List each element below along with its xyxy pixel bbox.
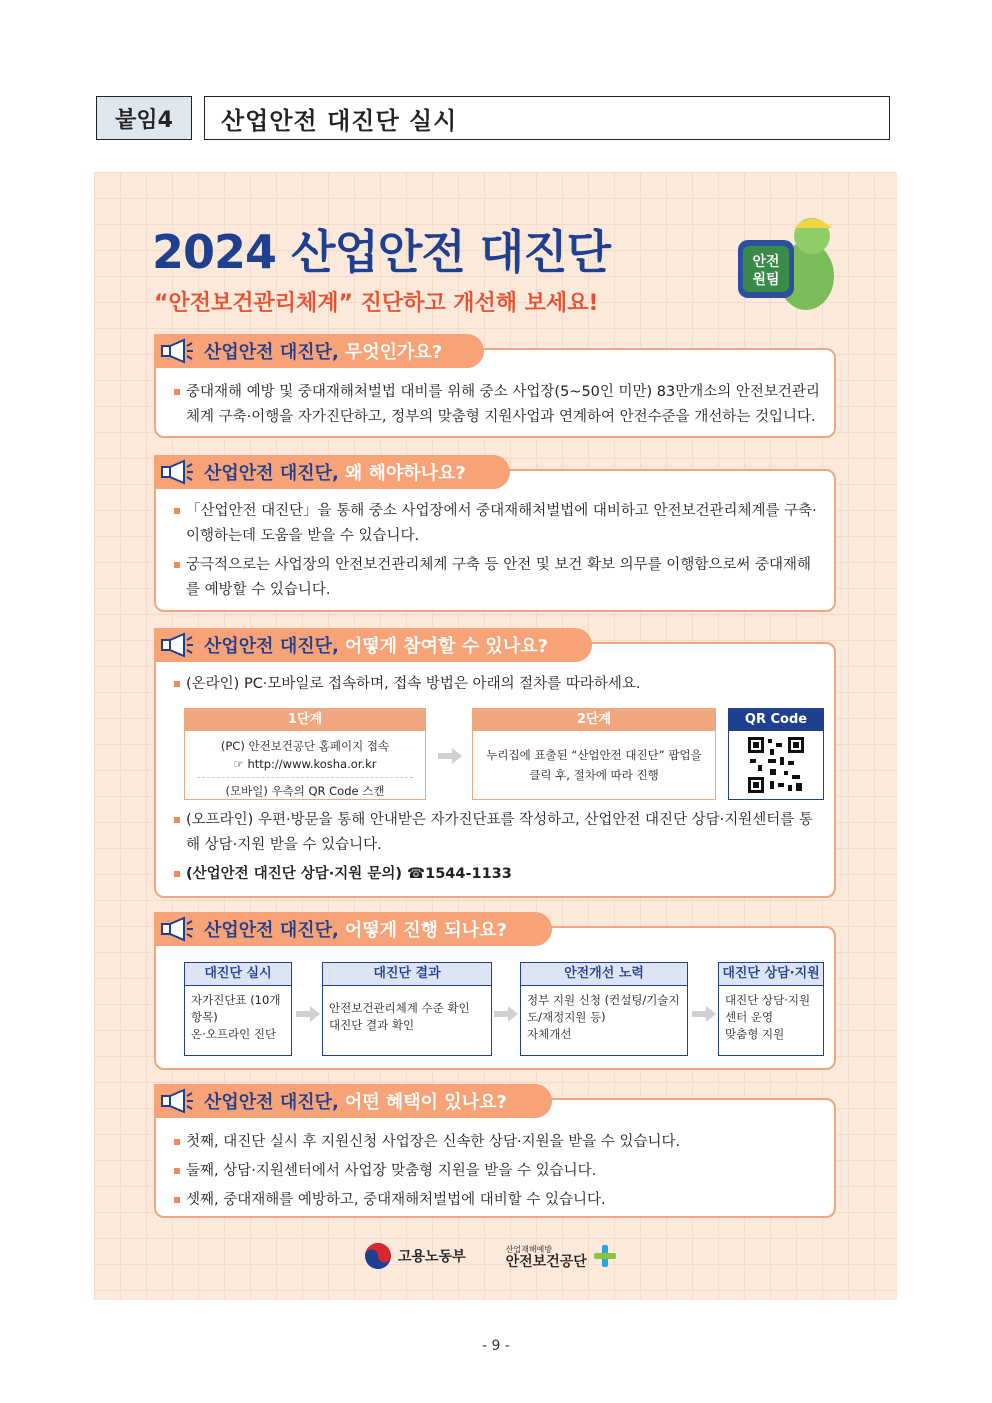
section-why-header: [154, 455, 510, 489]
bullet-text: 궁극적으로는 사업장의 안전보건관리체계 구축 등 안전 및 보건 확보 의무를 이행함으로써 중대재해를 예방할 수 있습니다.: [174, 553, 820, 603]
megaphone-icon: [160, 1088, 194, 1114]
qr-code-icon: [746, 735, 806, 795]
bullet-text: (오프라인) 우편·방문을 통해 안내받은 자가진단표를 작성하고, 산업안전 대진단 상담·지원센터를 통해 상담·지원 받을 수 있습니다.: [174, 808, 820, 858]
bullet-text: (산업안전 대진단 상담·지원 문의) ☎1544-1133: [174, 862, 820, 887]
process-step-head: 대진단 상담·지원: [719, 963, 823, 986]
ministry-logo: [364, 1242, 466, 1270]
page-title: 산업안전 대진단 실시: [204, 96, 890, 140]
step1-line: (모바일) 우측의 QR Code 스캔: [197, 777, 413, 800]
process-step-2: [322, 962, 492, 1056]
cross-logo-icon: [593, 1244, 617, 1268]
megaphone-icon: [160, 338, 194, 364]
attachment-tag: 붙임4: [96, 96, 192, 140]
kosha-logo: [506, 1244, 617, 1268]
process-item: 자가진단표 (10개 항목): [191, 993, 281, 1024]
poster: [94, 172, 897, 1300]
section-process-card: [154, 926, 836, 1070]
process-step-4: [718, 962, 824, 1056]
kosha-name: 안전보건공단: [505, 1254, 587, 1270]
section-what-header: [154, 334, 484, 368]
process-item: 맞춤형 지원: [725, 1027, 785, 1041]
section-question: 왜 해야하나요?: [344, 463, 466, 484]
process-step-3: [520, 962, 688, 1056]
section-prefix: 산업안전 대진단,: [204, 636, 339, 657]
svg-text:원팀: 원팀: [752, 272, 780, 288]
ministry-name: 고용노동부: [398, 1249, 466, 1265]
step1-line: (PC) 안전보건공단 홈페이지 접속: [220, 739, 390, 753]
bullet-text: 첫째, 대진단 실시 후 지원신청 사업장은 신속한 상담·지원을 받을 수 있습니다.: [174, 1130, 820, 1155]
poster-subtitle: “안전보건관리체계” 진단하고 개선해 보세요!: [154, 291, 599, 316]
megaphone-icon: [160, 916, 194, 942]
section-question: 무엇인가요?: [344, 342, 443, 363]
bullet-text: 중대재해 예방 및 중대재해처벌법 대비를 위해 중소 사업장(5~50인 미만) 83만개소의 안전보건관리체계 구축·이행을 자가진단하고, 정부의 맞춤형 지원사업과 연계하여 안전수준을 개선하는 것입니다.: [174, 380, 820, 430]
section-how-join-header: [154, 628, 592, 662]
step2-box: [472, 708, 716, 800]
step2-line: 누리집에 표출된 “산업안전 대진단” 팝업을: [486, 748, 702, 762]
section-benefit-header: [154, 1084, 552, 1118]
process-step-1: [184, 962, 292, 1056]
section-prefix: 산업안전 대진단,: [204, 1092, 339, 1113]
process-item: 온·오프라인 진단: [191, 1027, 277, 1041]
process-item: 대진단 상담·지원 센터 운영: [725, 993, 811, 1024]
megaphone-icon: [160, 632, 194, 658]
section-process-header: [154, 912, 552, 946]
bullet-text: 둘째, 상담·지원센터에서 사업장 맞춤형 지원을 받을 수 있습니다.: [174, 1159, 820, 1184]
qr-head: QR Code: [729, 709, 823, 731]
kosha-small-text: 산업재해예방: [505, 1245, 552, 1254]
arrow-right-icon: [296, 1006, 320, 1022]
section-why-card: [154, 469, 836, 612]
mascot-icon: [734, 206, 844, 316]
page-number: - 9 -: [482, 1338, 510, 1354]
taeguk-icon: [364, 1242, 392, 1270]
section-prefix: 산업안전 대진단,: [204, 920, 339, 941]
step1-head: 1단계: [185, 709, 425, 731]
process-item: 대진단 결과 확인: [329, 1018, 415, 1032]
bullet-text: 셋째, 중대재해를 예방하고, 중대재해처벌법에 대비할 수 있습니다.: [174, 1188, 820, 1213]
process-step-head: 안전개선 노력: [521, 963, 687, 986]
qr-box[interactable]: [728, 708, 824, 800]
svg-text:안전: 안전: [752, 254, 780, 270]
section-how-join-card: [154, 642, 836, 898]
process-item: 자체개선: [527, 1027, 572, 1041]
arrow-right-icon: [438, 748, 462, 764]
section-question: 어떻게 참여할 수 있나요?: [344, 636, 548, 657]
process-step-head: 대진단 결과: [323, 963, 491, 986]
arrow-right-icon: [692, 1006, 716, 1022]
step2-head: 2단계: [473, 709, 715, 731]
section-prefix: 산업안전 대진단,: [204, 463, 339, 484]
process-item: 정부 지원 신청 (컨설팅/기술지도/재정지원 등): [527, 993, 680, 1024]
bullet-text: (온라인) PC·모바일로 접속하며, 접속 방법은 아래의 절차를 따라하세요.: [174, 672, 820, 697]
process-step-head: 대진단 실시: [185, 963, 291, 986]
poster-title: 2024 산업안전 대진단: [152, 225, 611, 279]
kosha-url: ☞ http://www.kosha.or.kr: [233, 757, 377, 771]
arrow-right-icon: [494, 1006, 518, 1022]
step1-box: [184, 708, 426, 800]
section-question: 어떻게 진행 되나요?: [344, 920, 507, 941]
step2-line: 클릭 후, 절차에 따라 진행: [529, 768, 659, 782]
process-item: 안전보건관리체계 수준 확인: [329, 1001, 470, 1015]
section-prefix: 산업안전 대진단,: [204, 342, 339, 363]
footer-logos: [364, 1236, 634, 1276]
bullet-text: 「산업안전 대진단」을 통해 중소 사업장에서 중대재해처벌법에 대비하고 안전보건관리체계를 구축·이행하는데 도움을 받을 수 있습니다.: [174, 499, 820, 549]
megaphone-icon: [160, 459, 194, 485]
section-question: 어떤 혜택이 있나요?: [344, 1092, 507, 1113]
